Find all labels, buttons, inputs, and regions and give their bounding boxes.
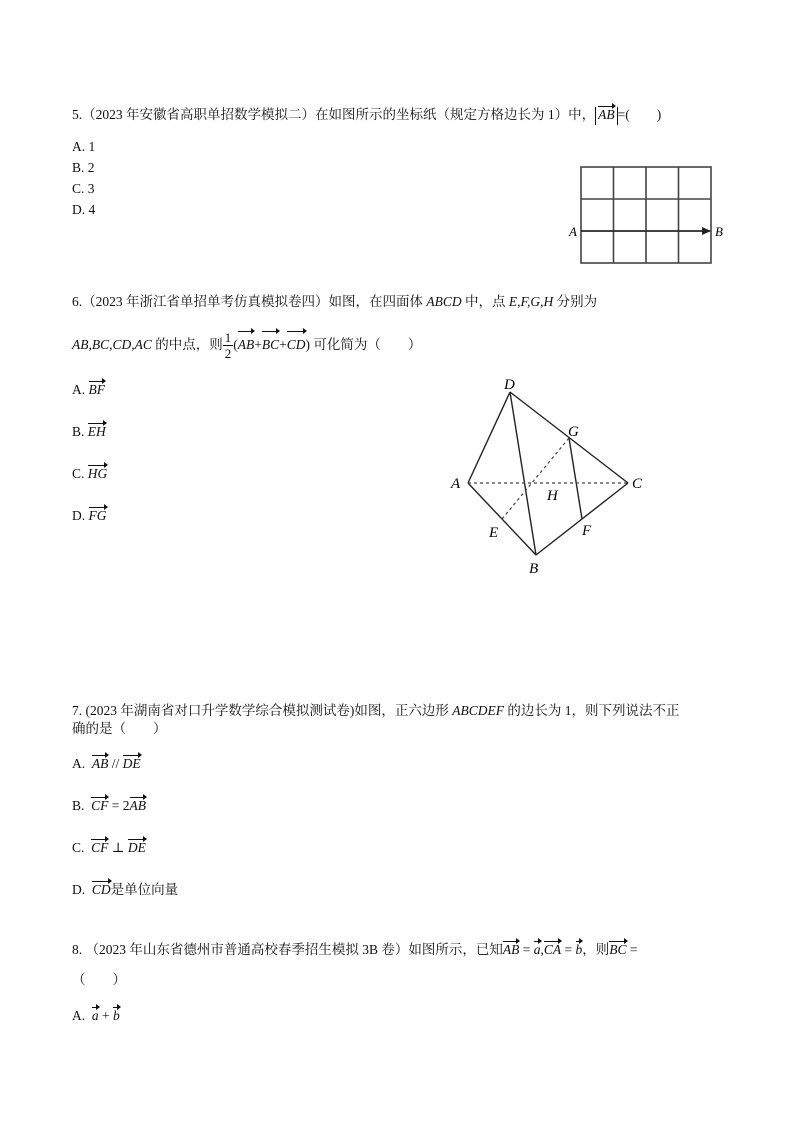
vector-ab: AB <box>598 105 615 125</box>
q7-option-a[interactable] <box>72 754 141 774</box>
vector-a: a <box>92 1006 99 1026</box>
abs-bar-left <box>595 107 596 125</box>
vector-bf: BF <box>89 380 106 400</box>
option-letter: D. <box>72 508 86 523</box>
vector-ab: AB <box>503 940 520 960</box>
vector-ca: CA <box>544 940 561 960</box>
midpoint-label-h: H <box>547 488 558 504</box>
q7-text-2: 的边长为 1，则下列说法不正 <box>504 703 680 718</box>
question-8-line-2: （ ） <box>72 972 126 987</box>
vertex-label-a: A <box>451 476 461 492</box>
q6-option-d[interactable] <box>72 506 107 526</box>
vector-eh: EH <box>88 422 106 442</box>
q6-option-c[interactable] <box>72 464 107 484</box>
q6-text-3: 分别为 <box>553 294 598 309</box>
option-letter: B. <box>72 424 85 439</box>
option-letter: C. <box>72 840 85 855</box>
vector-fg: FG <box>89 506 107 526</box>
q6-text-5: 可化简为（ ） <box>310 337 422 352</box>
vector-cf: CF <box>91 796 108 816</box>
equals-sign: = <box>626 942 638 957</box>
vector-bc: BC <box>262 330 279 360</box>
q7-option-d-text: 是单位向量 <box>110 882 179 897</box>
option-letter: C. <box>72 466 85 481</box>
option-letter: A. <box>72 1008 86 1023</box>
q7-option-b[interactable] <box>72 796 146 816</box>
vector-bc: BC <box>609 940 626 960</box>
question-5-text: 5.（2023 年安徽省高职单招数学模拟二）在如图所示的坐标纸（规定方格边长为 1）中， <box>72 107 596 122</box>
option-letter: D. <box>72 882 86 897</box>
fraction-denominator: 2 <box>224 346 232 362</box>
vector-b: b <box>576 940 583 960</box>
midpoint-label-e: E <box>489 525 499 541</box>
paren-open: ( <box>233 337 238 352</box>
vertex-label-d: D <box>504 377 515 393</box>
q5-option-d[interactable]: D. 4 <box>72 202 96 217</box>
q8-text-1: 8. （2023 年山东省德州市普通高校春季招生模拟 3B 卷）如图所示，已知 <box>72 942 503 957</box>
q6-tetra-name: ABCD <box>426 294 462 309</box>
vector-ab: AB <box>130 796 147 816</box>
q6-tetrahedron-figure <box>440 375 660 605</box>
question-7-line-1 <box>72 701 752 721</box>
vertex-label-c: C <box>632 476 643 492</box>
vector-de: DE <box>128 838 146 858</box>
equals-sign: = <box>519 942 534 957</box>
q6-text-4: 的中点，则 <box>151 337 223 352</box>
question-6-line-2 <box>72 330 752 361</box>
hexagon-name: ABCDEF <box>452 703 504 718</box>
midpoint-label-g: G <box>568 424 579 440</box>
fraction-one-half <box>223 330 234 361</box>
paren-close: ) <box>305 337 311 352</box>
q6-edges: AB,BC,CD,AC <box>72 337 152 352</box>
question-6-line-1 <box>72 292 752 312</box>
plus-sign: + <box>98 1008 113 1023</box>
q7-option-c[interactable] <box>72 838 146 858</box>
q6-option-b[interactable] <box>72 422 106 442</box>
q6-option-a[interactable] <box>72 380 105 400</box>
q7-option-d[interactable] <box>72 880 178 900</box>
fraction-numerator: 1 <box>224 330 232 346</box>
question-8-line-1 <box>72 940 762 960</box>
equals-sign: = <box>561 942 576 957</box>
vector-ab: AB <box>92 754 109 774</box>
plus-sign: + <box>254 337 262 352</box>
question-5-suffix: =( ) <box>617 107 662 122</box>
vector-cf: CF <box>91 838 108 858</box>
vector-ab: AB <box>238 330 255 360</box>
vector-b: b <box>113 1006 120 1026</box>
comma: , <box>540 942 544 957</box>
question-7-line-2: 确的是（ ） <box>72 721 167 736</box>
vector-cd: CD <box>287 330 306 360</box>
q5-option-b[interactable]: B. 2 <box>72 160 95 175</box>
vector-hg: HG <box>88 464 108 484</box>
grid-label-a: A <box>569 224 577 239</box>
parallel-sign: // <box>108 756 123 771</box>
option-letter: A. <box>72 756 86 771</box>
q5-option-c[interactable]: C. 3 <box>72 181 95 196</box>
midpoint-label-f: F <box>582 523 592 539</box>
question-5-stem <box>72 105 752 125</box>
vector-a: a <box>534 940 541 960</box>
q7-text-1: 7. (2023 年湖南省对口升学数学综合模拟测试卷)如图，正六边形 <box>72 703 453 718</box>
q6-text-1: 6.（2023 年浙江省单招单考仿真模拟卷四）如图，在四面体 <box>72 294 427 309</box>
q6-points: E,F,G,H <box>508 294 554 309</box>
perpendicular-sign: ⊥ <box>108 840 128 855</box>
grid-label-b: B <box>715 224 723 239</box>
plus-sign: + <box>279 337 287 352</box>
vector-de: DE <box>123 754 141 774</box>
q8-text-2: ，则 <box>582 942 610 957</box>
q5-option-a[interactable]: A. 1 <box>72 139 96 154</box>
q6-text-2: 中，点 <box>461 294 509 309</box>
q8-option-a[interactable] <box>72 1006 120 1026</box>
option-letter: B. <box>72 798 85 813</box>
option-letter: A. <box>72 382 86 397</box>
vertex-label-b: B <box>529 561 539 577</box>
equals-two: = 2 <box>108 798 130 813</box>
vector-cd: CD <box>92 880 111 900</box>
q5-grid-figure <box>565 160 735 270</box>
